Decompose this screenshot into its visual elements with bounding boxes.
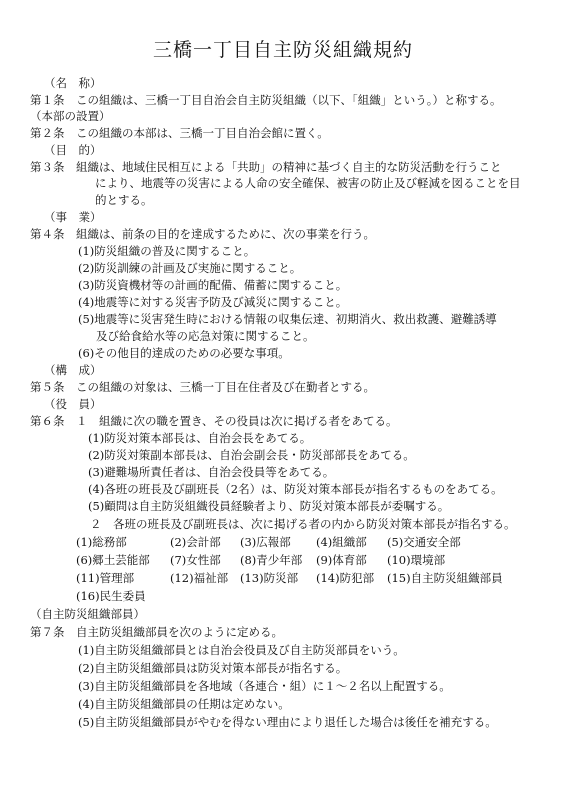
article-5: 第５条 この組織の対象は、三橋一丁目在住者及び在勤者とする。 — [30, 380, 375, 394]
article-6-item-2: (2)防災対策副本部長は、自治会副会長・防災部部長をあてる。 — [88, 448, 415, 462]
department-item: (6)郷土芸能部 — [76, 553, 150, 567]
article-3-line-1: 第３条 組織は、地域住民相互による「共助」の精神に基づく自主的な防災活動を行うこと — [30, 160, 502, 174]
department-item: (4)組織部 — [316, 535, 367, 549]
heading-name: （名 称） — [44, 76, 102, 90]
document-title: 三橋一丁目自主防災組織規約 — [152, 39, 413, 61]
article-7-item-5: (5)自主防災組織部員がやむを得ない理由により退任した場合は後任を補充する。 — [78, 715, 497, 729]
article-4-item-5: (5)地震等に災害発生時における情報の収集伝達、初期消火、救出救護、避難誘導 — [78, 312, 497, 326]
department-item: (12)福祉部 — [170, 571, 229, 585]
article-1: 第１条 この組織は、三橋一丁目自治会自主防災組織（以下、「組織」という。）と称する。 — [30, 93, 502, 107]
department-item: (14)防犯部 — [316, 571, 375, 585]
article-7: 第７条 自主防災組織部員を次のように定める。 — [30, 625, 283, 639]
article-4-item-6: (6)その他目的達成のための必要な事項。 — [78, 346, 290, 360]
department-item: (2)会計部 — [170, 535, 221, 549]
department-item: (3)広報部 — [240, 535, 291, 549]
article-4-item-4: (4)地震等に対する災害予防及び減災に関すること。 — [78, 295, 348, 309]
article-6-item-3: (3)避難場所責任者は、自治会役員等をあてる。 — [88, 465, 335, 479]
article-6-item-5: (5)顧問は自主防災組織役員経験者より、防災対策本部長が委嘱する。 — [88, 499, 450, 513]
department-item: (11)管理部 — [76, 571, 135, 585]
article-4: 第４条 組織は、前条の目的を達成するために、次の事業を行う。 — [30, 227, 375, 241]
department-item: (13)防災部 — [240, 571, 299, 585]
heading-members: （自主防災組織部員） — [30, 607, 145, 621]
article-7-item-1: (1)自主防災組織部員とは自治会役員及び自主防災部員をいう。 — [78, 643, 405, 657]
article-7-item-4: (4)自主防災組織部員の任期は定めない。 — [78, 697, 290, 711]
article-3-line-3: 的とする。 — [95, 193, 153, 207]
article-6-para-2: ２ 各班の班長及び副班長は、次に掲げる者の内から防災対策本部長が指名する。 — [90, 517, 516, 531]
department-item: (7)女性部 — [170, 553, 221, 567]
department-item: (10)環境部 — [387, 553, 446, 567]
department-item: (16)民生委員 — [76, 589, 146, 603]
department-item: (5)交通安全部 — [387, 535, 461, 549]
heading-headquarters: （本部の設置） — [30, 109, 111, 123]
heading-officers: （役 員） — [44, 397, 102, 411]
department-item: (9)体育部 — [316, 553, 367, 567]
article-7-item-2: (2)自主防災組織部員は防災対策本部長が指名する。 — [78, 661, 348, 675]
article-4-item-5-cont: 及び給食給水等の応急対策に関すること。 — [96, 329, 315, 343]
heading-activities: （事 業） — [44, 210, 102, 224]
article-6-para-1: 第６条 １ 組織に次の職を置き、その役員は次に掲げる者をあてる。 — [30, 414, 398, 428]
article-3-line-2: により、地震等の災害による人命の安全確保、被害の防止及び軽減を図ることを目 — [95, 176, 521, 190]
department-item: (15)自主防災組織部員 — [387, 571, 503, 585]
heading-purpose: （目 的） — [44, 143, 102, 157]
article-4-item-3: (3)防災資機材等の計画的配備、備蓄に関すること。 — [78, 278, 348, 292]
article-6-item-1: (1)防災対策本部長は、自治会長をあてる。 — [88, 431, 312, 445]
article-4-item-2: (2)防災訓練の計画及び実施に関すること。 — [78, 261, 302, 275]
article-4-item-1: (1)防災組織の普及に関すること。 — [78, 244, 256, 258]
article-2: 第２条 この組織の本部は、三橋一丁目自治会館に置く。 — [30, 126, 329, 140]
article-7-item-3: (3)自主防災組織部員を各地域（各連合・組）に１～２名以上配置する。 — [78, 679, 451, 693]
department-item: (8)青少年部 — [240, 553, 303, 567]
article-6-item-4: (4)各班の班長及び副班長（2名）は、防災対策本部長が指名するものをあてる。 — [88, 482, 503, 496]
heading-composition: （構 成） — [44, 363, 102, 377]
department-item: (1)総務部 — [76, 535, 127, 549]
